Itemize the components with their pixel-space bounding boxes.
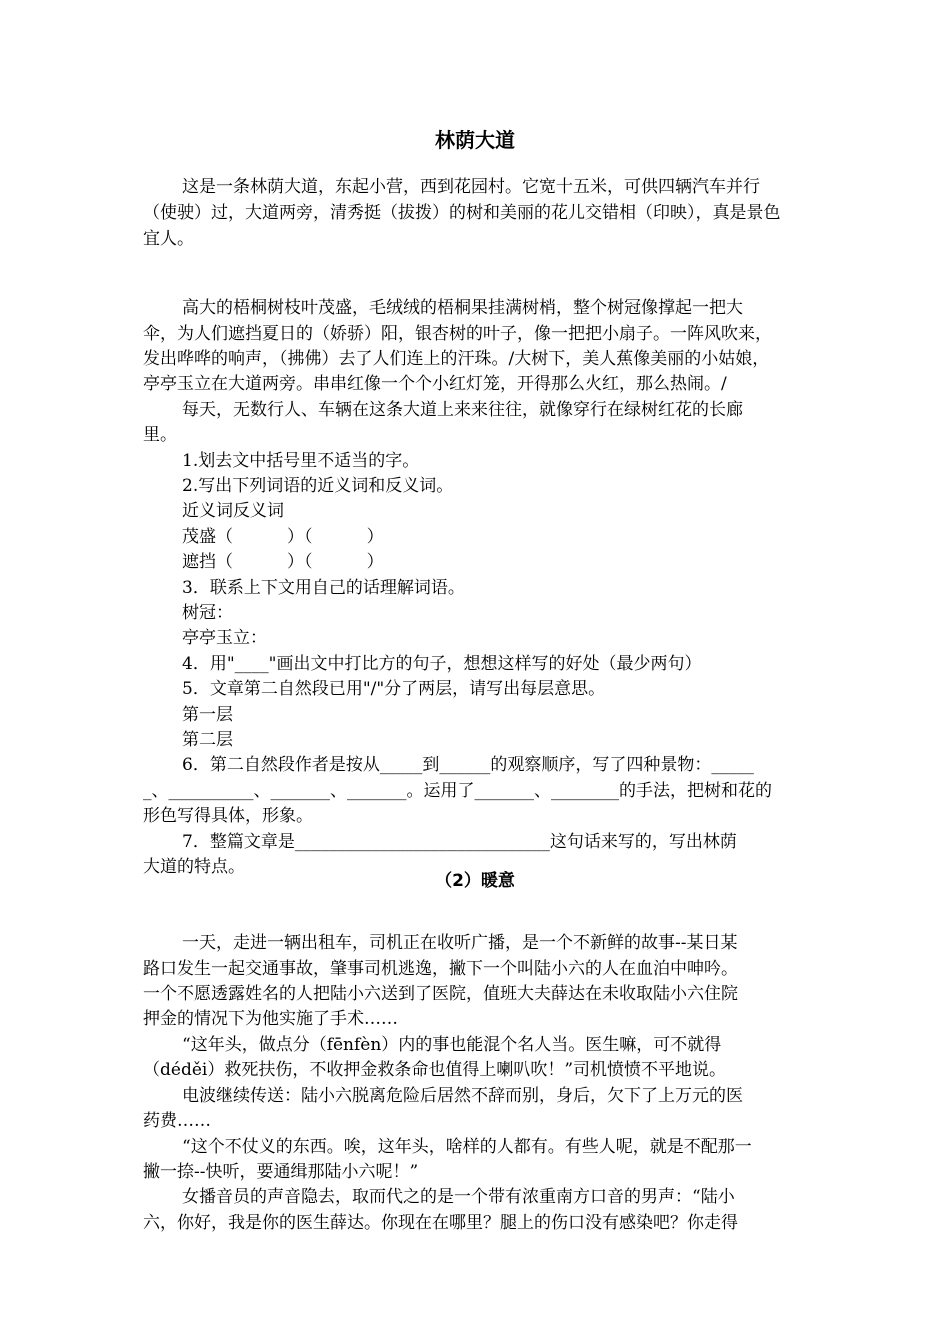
question-line: 7．整篇文章是______________________________这句话来写的，写出林荫 [182, 832, 737, 852]
question-line: 树冠： [182, 603, 233, 623]
article-title: 林荫大道 [435, 128, 515, 152]
question-line: 4．用"____"画出文中打比方的句子，想想这样写的好处（最少两句） [182, 654, 702, 674]
text-line: 撇一捺--快听，要通缉那陆小六呢！” [143, 1162, 419, 1182]
question-line: 近义词反义词 [182, 501, 284, 521]
question-line: 遮挡（ ）（ ） [182, 552, 384, 572]
text-line: 这是一条林荫大道，东起小营，西到花园村。它宽十五米，可供四辆汽车并行 [182, 177, 760, 197]
text-line: 六，你好，我是你的医生薛达。你现在在哪里？腿上的伤口没有感染吧？你走得 [143, 1213, 738, 1233]
text-line: 伞，为人们遮挡夏日的（娇骄）阳，银杏树的叶子，像一把把小扇子。一阵风吹来， [143, 324, 772, 344]
question-line: 6．第二自然段作者是按从_____到______的观察顺序，写了四种景物：_____ [182, 755, 754, 775]
question-line: 第一层 [182, 705, 233, 725]
text-line: 一个不愿透露姓名的人把陆小六送到了医院，值班大夫薛达在未收取陆小六住院 [143, 984, 738, 1004]
text-line: 女播音员的声音隐去，取而代之的是一个带有浓重南方口音的男声：“陆小 [182, 1187, 735, 1207]
text-line: （使驶）过，大道两旁，清秀挺（拔拨）的树和美丽的花儿交错相（印映），真是景色 [143, 203, 781, 223]
section-title: （2）暖意 [435, 871, 515, 891]
question-line: 2.写出下列词语的近义词和反义词。 [182, 476, 454, 496]
question-line: _、__________、_______、_______。运用了_______、________的手法，把树和花的 [143, 781, 772, 801]
question-line: 茂盛（ ）（ ） [182, 527, 384, 547]
text-line: 押金的情况下为他实施了手术…… [143, 1009, 398, 1029]
text-line: 电波继续传送：陆小六脱离危险后居然不辞而别，身后，欠下了上万元的医 [182, 1086, 743, 1106]
text-line: （déděi）救死扶伤，不收押金救条命也值得上喇叭吹！”司机愤愤不平地说。 [143, 1060, 727, 1080]
question-line: 大道的特点。 [143, 857, 245, 877]
text-line: 每天，无数行人、车辆在这条大道上来来往往，就像穿行在绿树红花的长廊 [182, 400, 743, 420]
text-line: “这年头，做点分（fēnfèn）内的事也能混个名人当。医生嘛，可不就得 [182, 1035, 722, 1055]
text-line: 路口发生一起交通事故，肇事司机逃逸，撇下一个叫陆小六的人在血泊中呻吟。 [143, 959, 738, 979]
question-line: 形色写得具体，形象。 [143, 806, 313, 826]
text-line: 宜人。 [143, 229, 194, 249]
text-line: 一天，走进一辆出租车，司机正在收听广播，是一个不新鲜的故事--某日某 [182, 933, 738, 953]
question-line: 5．文章第二自然段已用"/"分了两层，请写出每层意思。 [182, 679, 606, 699]
question-line: 3．联系上下文用自己的话理解词语。 [182, 578, 465, 598]
text-line: 里。 [143, 425, 177, 445]
question-line: 1.划去文中括号里不适当的字。 [182, 451, 420, 471]
text-line: 高大的梧桐树枝叶茂盛，毛绒绒的梧桐果挂满树梢，整个树冠像撑起一把大 [182, 298, 743, 318]
question-line: 第二层 [182, 730, 233, 750]
text-line: 发出哗哗的响声，（拂佛）去了人们连上的汗珠。/大树下，美人蕉像美丽的小姑娘， [143, 349, 770, 369]
question-line: 亭亭玉立： [182, 628, 267, 648]
text-line: 药费…… [143, 1111, 211, 1131]
text-line: “这个不仗义的东西。唉，这年头，啥样的人都有。有些人呢，就是不配那一 [182, 1137, 752, 1157]
text-line: 亭亭玉立在大道两旁。串串红像一个个小红灯笼，开得那么火红，那么热闹。/ [143, 374, 727, 394]
